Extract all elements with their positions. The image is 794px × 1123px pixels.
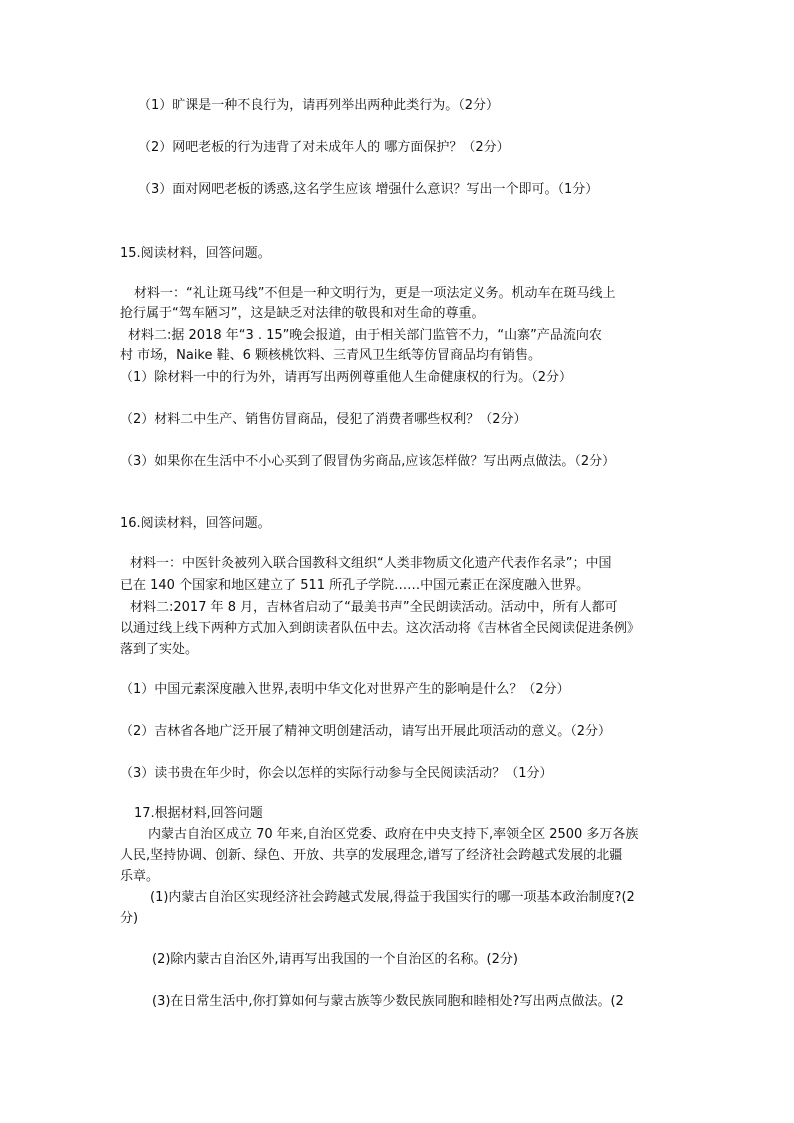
q15-sub2: （2）材料二中生产、销售仿冒商品，侵犯了消费者哪些权利？（2分） (120, 412, 527, 427)
q16-material1-line: 已在 140 个国家和地区建立了 511 所孔子学院……中国元素正在深度融入世界。 (120, 578, 590, 593)
q14-sub3: （3）面对网吧老板的诱惑,这名学生应该 增强什么意识？写出一个即可。（1分） (138, 182, 599, 197)
q14-sub1: （1）旷课是一种不良行为，请再列举出两种此类行为。（2分） (138, 98, 500, 113)
q16-sub1: （1）中国元素深度融入世界,表明中华文化对世界产生的影响是什么？（2分） (120, 682, 570, 697)
q16-material2-line: 材料二:2017 年 8 月，吉林省启动了“最美书声”全民朗读活动。活动中，所有人都可 (130, 600, 618, 615)
q17-sub2: (2)除内蒙古自治区外,请再写出我国的一个自治区的名称。(2分) (152, 952, 518, 967)
q16-sub2: （2）吉林省各地广泛开展了精神文明创建活动，请写出开展此项活动的意义。（2分） (120, 724, 612, 739)
q15-material2-line: 材料二:据 2018 年“3 . 15”晚会报道，由于相关部门监管不力，“山寨”产品流向农 (128, 328, 602, 343)
q16-material2-line: 落到了实处。 (120, 642, 199, 657)
q16-material1-line: 材料一：中医针灸被列入联合国教科文组织“人类非物质文化遗产代表作名录”；中国 (130, 556, 612, 571)
q15-material1-line: 抢行属于“驾车陋习”，这是缺乏对法律的敬畏和对生命的尊重。 (120, 306, 485, 321)
q17-sub1: (1)内蒙古自治区实现经济社会跨越式发展,得益于我国实行的哪一项基本政治制度?(2 (150, 890, 635, 905)
q15-sub1: （1）除材料一中的行为外，请再写出两例尊重他人生命健康权的行为。（2分） (120, 370, 573, 385)
q17-sub3: (3)在日常生活中,你打算如何与蒙古族等少数民族同胞和睦相处?写出两点做法。(2 (152, 994, 624, 1009)
q17-paragraph-line: 乐章。 (120, 869, 160, 884)
q17-paragraph-line: 内蒙古自治区成立 70 年来,自治区党委、政府在中央支持下,率领全区 2500 多万各族 (148, 827, 639, 842)
q15-heading: 15.阅读材料，回答问题。 (120, 246, 271, 261)
q17-heading: 17.根据材料,回答问题 (134, 806, 263, 821)
q16-material2-line: 以通过线上线下两种方式加入到朗读者队伍中去。这次活动将《吉林省全民阅读促进条例》 (120, 621, 641, 636)
q15-sub3: （3）如果你在生活中不小心买到了假冒伪劣商品,应该怎样做？写出两点做法。（2分） (120, 454, 616, 469)
q14-sub2: （2）网吧老板的行为违背了对未成年人的 哪方面保护？（2分） (138, 140, 510, 155)
q15-material1-line: 材料一：“礼让斑马线”不但是一种文明行为，更是一项法定义务。机动车在斑马线上 (134, 286, 616, 301)
q15-material2-line: 村 市场，Naike 鞋、6 颗核桃饮料、三青风卫生纸等仿冒商品均有销售。 (120, 348, 542, 363)
q17-paragraph-line: 人民,坚持协调、创新、绿色、开放、共享的发展理念,谱写了经济社会跨越式发展的北疆 (120, 848, 623, 863)
q16-heading: 16.阅读材料，回答问题。 (120, 516, 271, 531)
q17-sub1: 分) (120, 911, 139, 926)
q16-sub3: （3）读书贵在年少时，你会以怎样的实际行动参与全民阅读活动？（1分） (120, 766, 553, 781)
